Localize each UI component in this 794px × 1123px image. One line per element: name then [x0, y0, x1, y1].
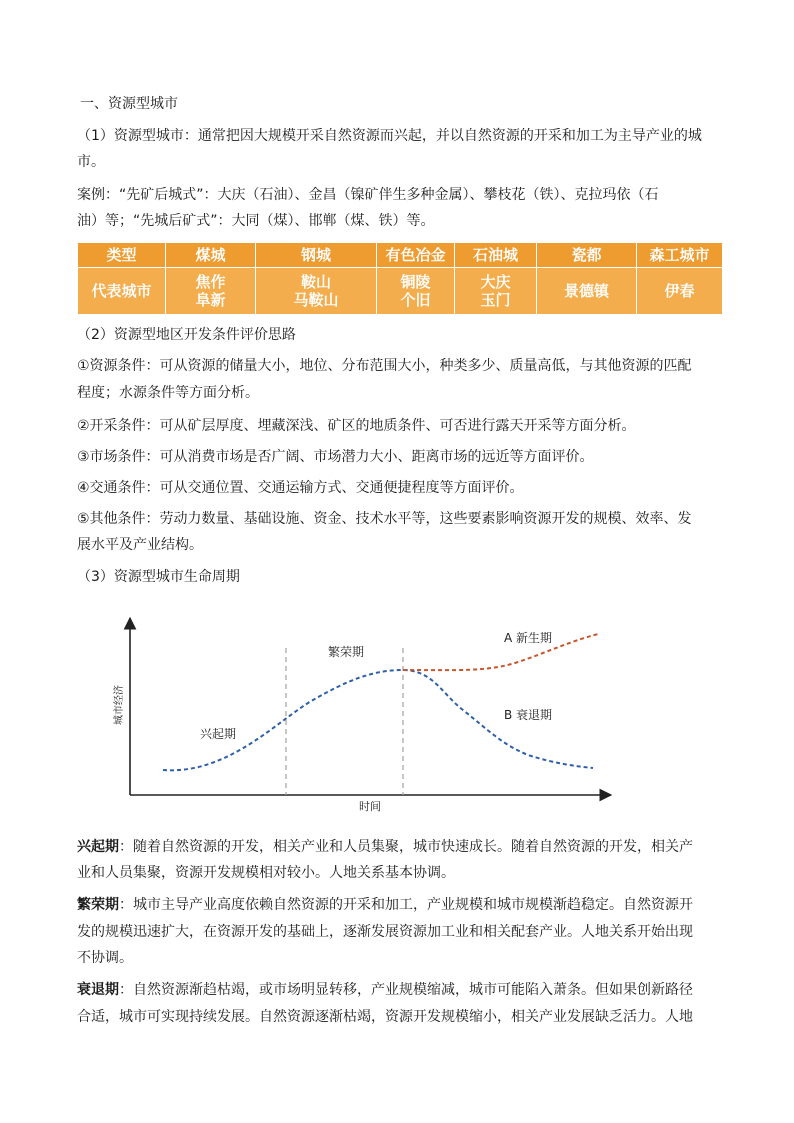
city-name: 阜新 [195, 291, 226, 309]
section-heading: 一、资源型城市 [80, 96, 178, 112]
boom-label: 繁荣期 [77, 897, 119, 913]
definition-line-1: （1）资源型城市：通常把因大规模开采自然资源而兴起，并以自然资源的开采和加工为主导产业的城 [77, 128, 702, 144]
table-cell [377, 268, 455, 315]
condition-market: ③市场条件：可从消费市场是否广阔、市场潜力大小、距离市场的远近等方面评价。 [77, 449, 594, 465]
branch-a-label: A 新生期 [504, 631, 553, 645]
branch-b-label: B 衰退期 [504, 708, 553, 722]
city-name: 鞍山 [300, 273, 331, 291]
condition-resource-line-1: ①资源条件：可从资源的储量大小，地位、分布范围大小，种类多少、质量高低，与其他资源的匹配 [77, 358, 692, 374]
condition-other-line-2: 展水平及产业结构。 [77, 537, 203, 553]
boom-paragraph-line-3: 不协调。 [77, 950, 133, 966]
table-header-cell: 钢城 [256, 243, 377, 268]
city-type-table [77, 242, 723, 315]
table-cell [537, 268, 637, 315]
table-header-cell: 煤城 [166, 243, 256, 268]
decline-text: ：自然资源渐趋枯竭，或市场明显转移，产业规模缩减，城市可能陷入萧条。但如果创新路径 [119, 982, 693, 998]
table-header-cell: 有色冶金 [377, 243, 455, 268]
city-name: 景德镇 [563, 282, 609, 300]
section-2-title: （2）资源型地区开发条件评价思路 [77, 327, 296, 343]
city-name: 铜陵 [400, 273, 431, 291]
city-name: 伊春 [664, 282, 695, 300]
condition-mining: ②开采条件：可从矿层厚度、埋藏深浅、矿区的地质条件、可否进行露天开采等方面分析。 [77, 418, 636, 434]
rise-paragraph-line-1 [77, 838, 722, 856]
table-cell [455, 268, 537, 315]
table-header-cell: 石油城 [455, 243, 537, 268]
y-axis-label: 城市经济 [114, 685, 125, 725]
condition-resource-line-2: 程度；水源条件等方面分析。 [77, 385, 259, 401]
section-3-title: （3）资源型城市生命周期 [77, 569, 240, 585]
life-cycle-diagram [108, 600, 618, 815]
x-axis-label: 时间 [359, 800, 381, 813]
condition-other-line-1: ⑤其他条件：劳动力数量、基础设施、资金、技术水平等，这些要素影响资源开发的规模、效率、发 [77, 511, 692, 527]
case-line-1: 案例：“先矿后城式”：大庆（石油）、金昌（镍矿伴生多种金属）、攀枝花（铁）、克拉玛依（石 [77, 187, 659, 203]
phase-label-rise: 兴起期 [200, 727, 237, 741]
branch-a-curve [403, 634, 598, 670]
definition-line-2: 市。 [77, 154, 105, 170]
rise-text: ：随着自然资源的开发，相关产业和人员集聚，城市快速成长。随着自然资源的开发，相关产 [119, 839, 693, 855]
table-row [78, 268, 723, 315]
decline-paragraph-line-1 [77, 981, 722, 999]
decline-label: 衰退期 [77, 982, 119, 998]
table-header-cell: 瓷都 [537, 243, 637, 268]
rise-label: 兴起期 [77, 839, 119, 855]
table-header-cell: 森工城市 [637, 243, 723, 268]
city-name: 大庆 [480, 273, 511, 291]
table-row-label: 代表城市 [78, 268, 166, 315]
city-name: 个旧 [400, 291, 431, 309]
condition-transport: ④交通条件：可从交通位置、交通运输方式、交通便捷程度等方面评价。 [77, 480, 524, 496]
table-cell [256, 268, 377, 315]
decline-paragraph-line-2: 合适，城市可实现持续发展。自然资源逐渐枯竭，资源开发规模缩小，相关产业发展缺乏活力。人地 [77, 1009, 693, 1025]
case-line-2: 油）等；“先城后矿式”：大同（煤）、邯郸（煤、铁）等。 [77, 213, 435, 229]
phase-label-boom: 繁荣期 [328, 645, 365, 659]
table-cell [637, 268, 723, 315]
boom-paragraph-line-2: 发的规模迅速扩大，在资源开发的基础上，逐渐发展资源加工业和相关配套产业。人地关系开始出现 [77, 924, 693, 940]
table-cell [166, 268, 256, 315]
rise-paragraph-line-2: 业和人员集聚，资源开发规模相对较小。人地关系基本协调。 [77, 865, 455, 881]
table-header-cell: 类型 [78, 243, 166, 268]
city-name: 焦作 [195, 273, 226, 291]
city-name: 马鞍山 [293, 291, 339, 309]
table-header-row [78, 243, 723, 268]
boom-text: ：城市主导产业高度依赖自然资源的开采和加工，产业规模和城市规模渐趋稳定。自然资源开 [119, 897, 693, 913]
boom-paragraph-line-1 [77, 896, 722, 914]
city-name: 玉门 [480, 291, 511, 309]
